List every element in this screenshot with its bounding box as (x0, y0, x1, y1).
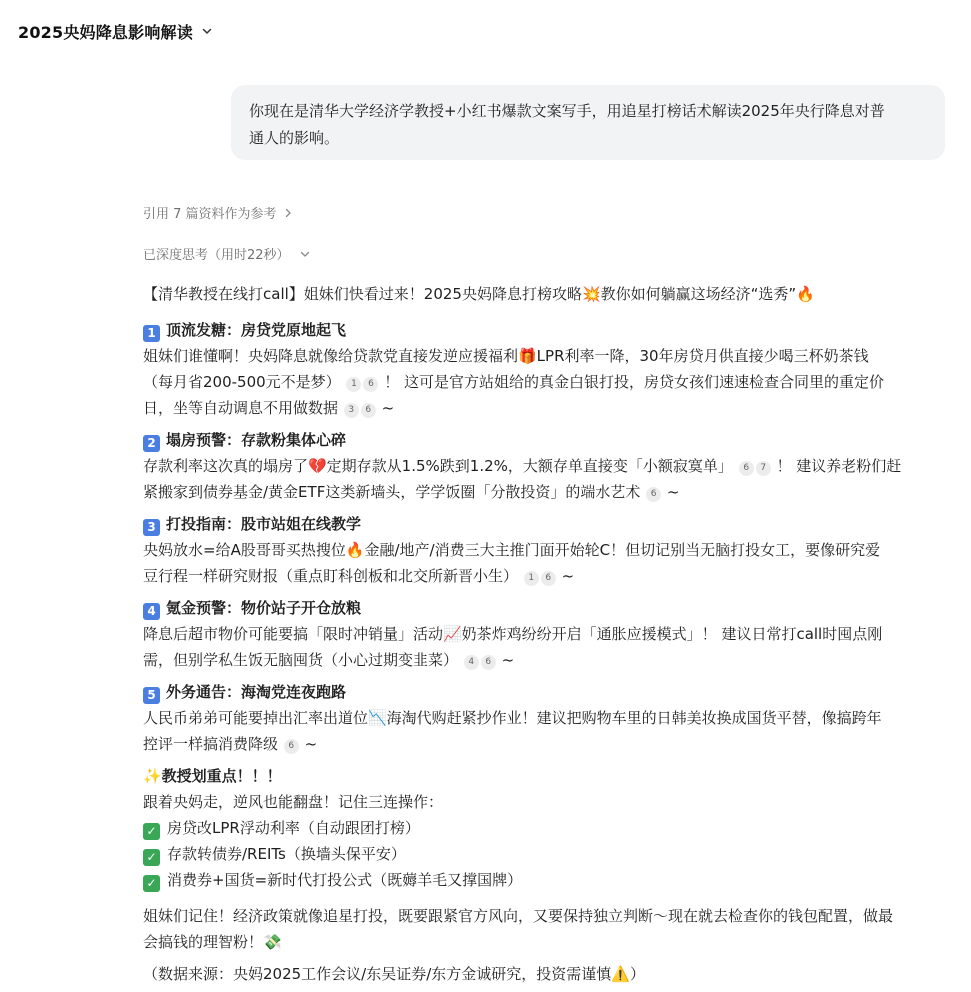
section-text: 紧搬家到债券基金/黄金ETF这类新墙头，学学饭圈「分散投资」的端水艺术 6 ~ (143, 483, 680, 501)
citation-badge[interactable]: 3 (344, 403, 359, 418)
checklist-item: ✓ 房贷改LPR浮动利率（自动跟团打榜） (143, 815, 953, 841)
conversation-title-dropdown[interactable] (18, 18, 213, 44)
user-message-line: 通人的影响。 (249, 129, 340, 147)
citation-badge[interactable]: 6 (739, 461, 754, 476)
checklist-item: ✓ 存款转债券/REITs（换墙头保平安） (143, 841, 953, 867)
number-badge: 1 (143, 325, 160, 342)
thinking-label: 已深度思考（用时22秒） (143, 248, 290, 263)
section-heading: 2 塌房预警：存款粉集体心碎 (143, 427, 953, 453)
section-text: 日，坐等自动调息不用做数据 3 6 ~ (143, 399, 395, 417)
citation-badge[interactable]: 6 (541, 571, 556, 586)
section-heading: 4 氪金预警：物价站子开仓放粮 (143, 595, 953, 621)
citation-badge[interactable]: 6 (646, 487, 661, 502)
references-label: 引用 7 篇资料作为参考 (143, 207, 277, 222)
assistant-answer (143, 281, 953, 987)
citation-badge[interactable]: 1 (524, 571, 539, 586)
references-toggle[interactable] (143, 203, 293, 222)
citation-badge[interactable]: 6 (284, 739, 299, 754)
number-badge: 4 (143, 603, 160, 620)
section-text: （每月省200-500元不是梦） 1 6 ！ 这可是官方站姐给的真金白银打投，房贷女孩们速速检查合同里的重定价 (143, 373, 885, 391)
section-text: 姐妹们谁懂啊！央妈降息就像给贷款党直接发逆应援福利🎁LPR利率一降，30年房贷月供直接少喝三杯奶茶钱 (143, 347, 869, 365)
citation-badge[interactable]: 6 (361, 403, 376, 418)
closing-text: 姐妹们记住！经济政策就像追星打投，既要跟紧官方风向，又要保持独立判断～现在就去检查你的钱包配置，做最 (143, 907, 894, 925)
section-text: 控评一样搞消费降级 6 ~ (143, 735, 318, 753)
user-message-bubble (231, 85, 945, 160)
citation-badge[interactable]: 6 (363, 377, 378, 392)
check-icon: ✓ (143, 823, 160, 840)
citation-badge[interactable]: 1 (346, 377, 361, 392)
check-icon: ✓ (143, 849, 160, 866)
citation-badge[interactable]: 7 (756, 461, 771, 476)
section-text: 降息后超市物价可能要搞「限时冲销量」活动📈奶茶炸鸡纷纷开启「通胀应援模式」！ 建议日常打call时囤点刚 (143, 625, 883, 643)
thinking-toggle[interactable] (143, 244, 310, 263)
key-points-heading: ✨教授划重点！！！ (143, 767, 282, 785)
chevron-right-icon (283, 208, 293, 218)
closing-text: 会搞钱的理智粉！💸 (143, 933, 282, 951)
conversation-title: 2025央妈降息影响解读 (18, 22, 193, 42)
user-message-line: 你现在是清华大学经济学教授+小红书爆款文案写手，用追星打榜话术解读2025年央行降息对普 (249, 102, 885, 120)
chevron-down-icon (300, 249, 310, 259)
section-heading: 3 打投指南：股市站姐在线教学 (143, 511, 953, 537)
section-text: 需，但别学私生饭无脑囤货（小心过期变韭菜） 4 6 ~ (143, 651, 515, 669)
key-points-intro: 跟着央妈走，逆风也能翻盘！记住三连操作： (143, 793, 444, 811)
chevron-down-icon (201, 25, 213, 37)
number-badge: 2 (143, 435, 160, 452)
number-badge: 5 (143, 687, 160, 704)
number-badge: 3 (143, 519, 160, 536)
check-icon: ✓ (143, 875, 160, 892)
data-source-note: （数据来源：央妈2025工作会议/东吴证券/东方金诚研究，投资需谨慎⚠️） (143, 965, 645, 983)
section-text: 豆行程一样研究财报（重点盯科创板和北交所新晋小生） 1 6 ~ (143, 567, 575, 585)
section-heading: 5 外务通告：海淘党连夜跑路 (143, 679, 953, 705)
checklist-item: ✓ 消费券+国货=新时代打投公式（既薅羊毛又撑国牌） (143, 867, 953, 893)
section-text: 人民币弟弟可能要掉出汇率出道位📉海淘代购赶紧抄作业！建议把购物车里的日韩美妆换成国货平替，像搞跨年 (143, 709, 882, 727)
answer-intro: 【清华教授在线打call】姐妹们快看过来！2025央妈降息打榜攻略💥教你如何躺赢这场经济“选秀”🔥 (143, 285, 815, 303)
citation-badge[interactable]: 6 (481, 655, 496, 670)
section-text: 存款利率这次真的塌房了💔定期存款从1.5%跌到1.2%，大额存单直接变「小额寂寞单」 6 7 ！ 建议养老粉们赶 (143, 457, 902, 475)
citation-badge[interactable]: 4 (464, 655, 479, 670)
section-heading: 1 顶流发糖：房贷党原地起飞 (143, 317, 953, 343)
section-text: 央妈放水=给A股哥哥买热搜位🔥金融/地产/消费三大主推门面开始轮C！但切记别当无脑打投女工，要像研究爱 (143, 541, 881, 559)
